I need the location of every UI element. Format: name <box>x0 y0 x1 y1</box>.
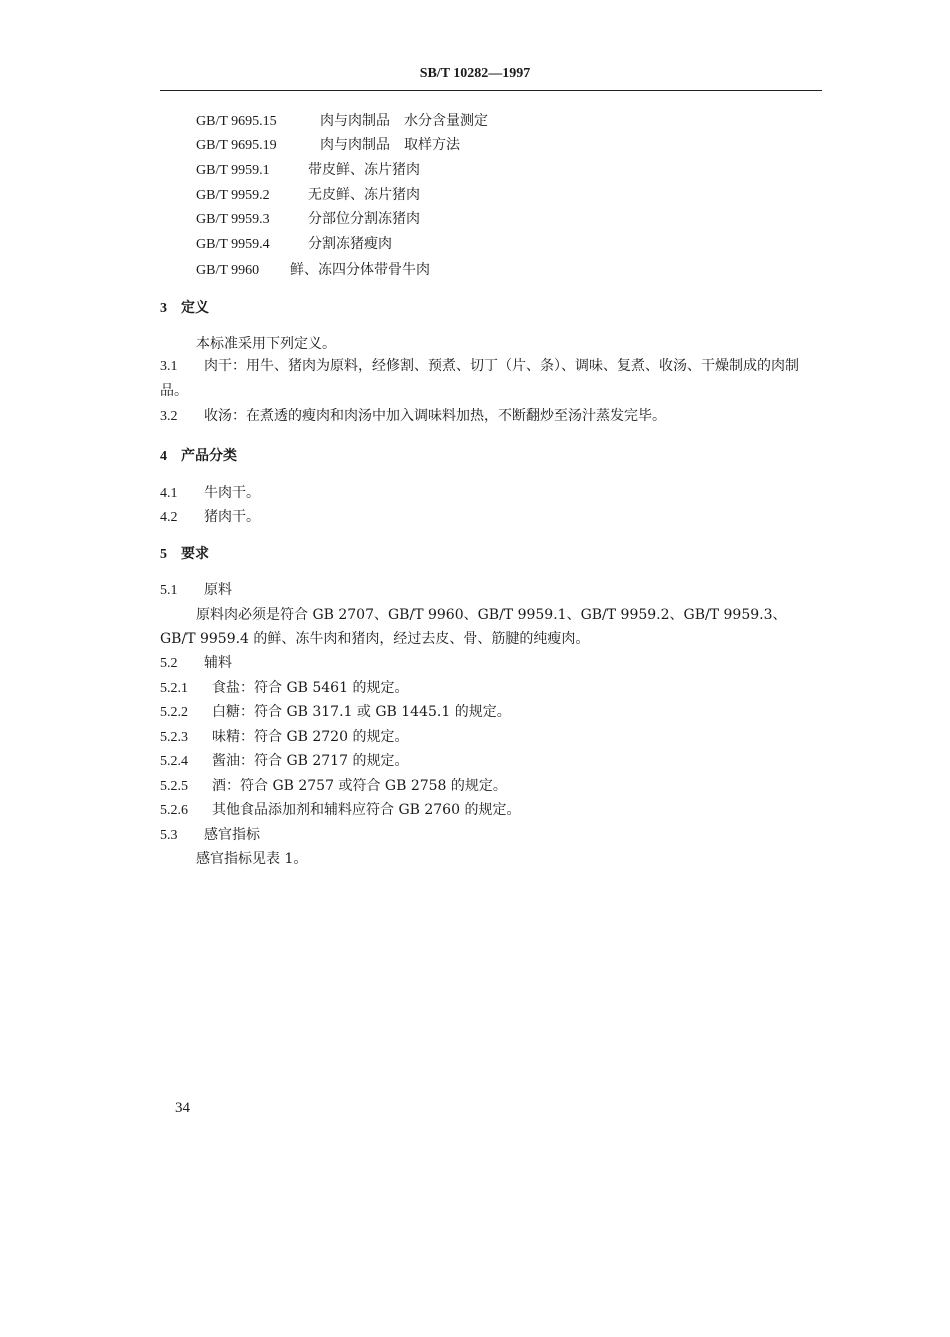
definition-item: 3.1 肉干：用牛、猪肉为原料，经修割、预煮、切丁（片、条）、调味、复煮、收汤、干燥制成的肉制品。 <box>160 358 799 399</box>
reference-item: GB/T 9959.1 带皮鲜、冻片猪肉 <box>196 162 420 178</box>
reference-item: GB/T 9959.4 分割冻猪瘦肉 <box>196 236 392 252</box>
subsection-heading: 5.1 原料 <box>160 582 232 598</box>
auxiliary-item: 5.2.2 白糖：符合 GB 317.1 或 GB 1445.1 的规定。 <box>160 704 511 720</box>
header-rule <box>160 90 822 91</box>
reference-item: GB/T 9695.15 肉与肉制品 水分含量测定 <box>196 113 488 129</box>
reference-item: GB/T 9960 鲜、冻四分体带骨牛肉 <box>196 262 430 278</box>
classification-item: 4.1 牛肉干。 <box>160 485 260 501</box>
subsection-heading: 5.3 感官指标 <box>160 827 260 843</box>
paragraph: GB/T 9959.4 的鲜、冻牛肉和猪肉，经过去皮、骨、筋腱的纯瘦肉。 <box>160 631 590 647</box>
auxiliary-item: 5.2.1 食盐：符合 GB 5461 的规定。 <box>160 680 409 696</box>
standard-id-header: SB/T 10282—1997 <box>419 66 531 81</box>
page-number: 34 <box>175 1100 190 1116</box>
paragraph: 原料肉必须是符合 GB 2707、GB/T 9960、GB/T 9959.1、GB/T 9959.2、GB/T 9959.3、 <box>196 607 787 623</box>
paragraph: 本标准采用下列定义。 <box>196 336 336 352</box>
classification-item: 4.2 猪肉干。 <box>160 509 260 525</box>
auxiliary-item: 5.2.6 其他食品添加剂和辅料应符合 GB 2760 的规定。 <box>160 802 521 818</box>
auxiliary-item: 5.2.4 酱油：符合 GB 2717 的规定。 <box>160 753 409 769</box>
auxiliary-item: 5.2.3 味精：符合 GB 2720 的规定。 <box>160 729 409 745</box>
definition-item: 3.2 收汤：在煮透的瘦肉和肉汤中加入调味料加热，不断翻炒至汤汁蒸发完毕。 <box>160 408 666 424</box>
reference-item: GB/T 9959.3 分部位分割冻猪肉 <box>196 211 420 227</box>
section-heading: 4 产品分类 <box>160 448 237 464</box>
auxiliary-item: 5.2.5 酒：符合 GB 2757 或符合 GB 2758 的规定。 <box>160 778 507 794</box>
subsection-heading: 5.2 辅料 <box>160 655 232 671</box>
section-heading: 5 要求 <box>160 546 209 562</box>
paragraph: 感官指标见表 1。 <box>196 851 308 867</box>
section-heading: 3 定义 <box>160 300 209 316</box>
reference-item: GB/T 9959.2 无皮鲜、冻片猪肉 <box>196 187 420 203</box>
reference-item: GB/T 9695.19 肉与肉制品 取样方法 <box>196 137 460 153</box>
